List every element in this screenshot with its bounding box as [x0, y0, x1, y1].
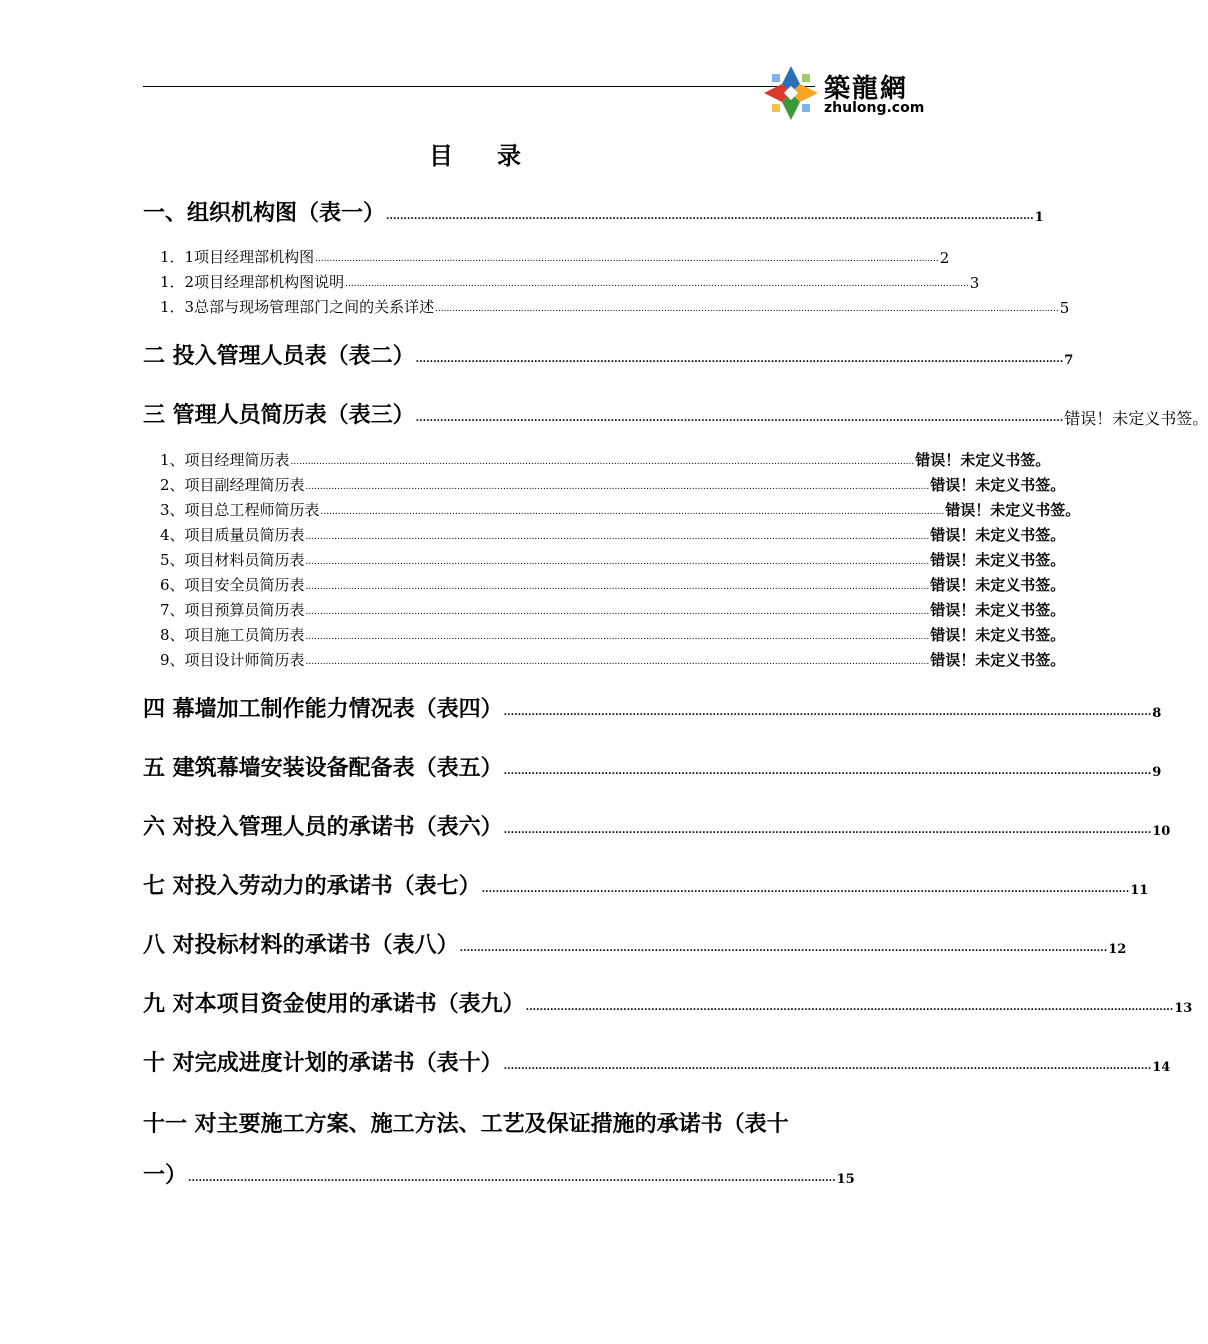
toc-entry-page: 10 — [1152, 824, 1171, 839]
toc-entry-continuation[interactable] — [143, 1158, 855, 1189]
toc-entry-label: 1．3总部与现场管理部门之间的关系详述 — [160, 298, 435, 316]
toc-entry-page: 错误！未定义书签。 — [930, 576, 1066, 594]
toc-leader-dots: .......................................................................................................................................................................................................................... — [305, 557, 930, 567]
toc-entry-page: 错误！未定义书签。 — [945, 501, 1081, 519]
toc-entry-label: 五 建筑幕墙安装设备配备表（表五） — [143, 755, 503, 781]
toc-entry-page: 12 — [1108, 942, 1127, 957]
toc-leader-dots: .......................................................................................................................................................................................... — [459, 943, 1108, 954]
toc-subentry[interactable] — [160, 649, 1066, 670]
toc-entry-label: 一、组织机构图（表一） — [143, 200, 386, 226]
toc-entry-page: 9 — [1152, 765, 1162, 780]
toc-leader-dots: .......................................................................................................................................................................................... — [415, 354, 1064, 365]
toc-leader-dots: .......................................................................................................................................................................................... — [503, 707, 1152, 718]
toc-subentry[interactable] — [160, 296, 1070, 317]
toc-entry[interactable] — [143, 398, 1208, 429]
toc-leader-dots: .......................................................................................................................................................................................................................... — [435, 304, 1059, 314]
toc-entry-page: 1 — [1034, 210, 1044, 225]
toc-entry[interactable] — [143, 928, 1127, 959]
toc-entry-label: 十一 对主要施工方案、施工方法、工艺及保证措施的承诺书（表十 — [143, 1111, 789, 1137]
toc-entry-label: 1、项目经理简历表 — [160, 451, 290, 469]
toc-entry-page: 错误！未定义书签。 — [915, 451, 1051, 469]
toc-entry-label: 一） — [143, 1162, 188, 1188]
toc-leader-dots: .......................................................................................................................................................................................................................... — [320, 507, 945, 517]
toc-subentry[interactable] — [160, 549, 1066, 570]
toc-entry[interactable] — [143, 810, 1171, 841]
toc-entry-label: 六 对投入管理人员的承诺书（表六） — [143, 814, 503, 840]
toc-entry[interactable] — [143, 692, 1162, 723]
toc-leader-dots: .......................................................................................................................................................................................................................... — [305, 582, 930, 592]
toc-entry-page: 错误！未定义书签。 — [930, 601, 1066, 619]
toc-entry-page: 错误！未定义书签。 — [930, 551, 1066, 569]
toc-entry[interactable] — [143, 869, 1149, 900]
header-rule — [143, 86, 815, 87]
toc-entry-label: 三 管理人员简历表（表三） — [143, 402, 415, 428]
toc-leader-dots: .......................................................................................................................................................................................... — [503, 766, 1152, 777]
toc-entry[interactable] — [143, 339, 1074, 370]
toc-leader-dots: .......................................................................................................................................................................................................................... — [290, 457, 915, 467]
toc-entry[interactable] — [143, 987, 1193, 1018]
toc-leader-dots: .......................................................................................................................................................................................... — [525, 1002, 1174, 1013]
toc-leader-dots: .......................................................................................................................................................................................................................... — [305, 482, 930, 492]
toc-entry-page: 11 — [1130, 883, 1149, 898]
toc-entry-label: 7、项目预算员简历表 — [160, 601, 305, 619]
toc-entry-page: 8 — [1152, 706, 1162, 721]
toc-leader-dots: .......................................................................................................................................................................................................................... — [315, 254, 939, 264]
toc-entry-page: 2 — [939, 249, 950, 267]
toc-entry-label: 9、项目设计师简历表 — [160, 651, 305, 669]
logo-chinese-name: 築龍網 — [824, 74, 909, 104]
toc-subentry[interactable] — [160, 574, 1066, 595]
toc-title: 目录 — [429, 141, 565, 170]
toc-entry-page: 5 — [1059, 299, 1070, 317]
toc-subentry[interactable] — [160, 624, 1066, 645]
toc-leader-dots: .......................................................................................................................................................................................................................... — [345, 279, 969, 289]
toc-entry-page: 7 — [1064, 353, 1074, 368]
toc-leader-dots: .......................................................................................................................................................................................... — [188, 1173, 836, 1184]
toc-entry-page: 错误！未定义书签。 — [930, 626, 1066, 644]
toc-entry[interactable] — [143, 196, 1044, 227]
toc-entry-page: 错误！未定义书签。 — [1064, 409, 1208, 428]
toc-entry-page: 13 — [1174, 1001, 1193, 1016]
toc-entry-label: 2、项目副经理简历表 — [160, 476, 305, 494]
toc-entry-page: 14 — [1152, 1060, 1171, 1075]
toc-entry-label: 5、项目材料员简历表 — [160, 551, 305, 569]
toc-subentry[interactable] — [160, 599, 1066, 620]
toc-entry-label: 1．2项目经理部机构图说明 — [160, 273, 345, 291]
toc-entry-page: 错误！未定义书签。 — [930, 526, 1066, 544]
toc-entry-label: 1．1项目经理部机构图 — [160, 248, 315, 266]
toc-entry-label: 3、项目总工程师简历表 — [160, 501, 320, 519]
toc-leader-dots: .......................................................................................................................................................................................................................... — [305, 657, 930, 667]
toc-subentry[interactable] — [160, 474, 1066, 495]
toc-entry[interactable] — [143, 751, 1162, 782]
toc-entry-page: 错误！未定义书签。 — [930, 651, 1066, 669]
toc-leader-dots: .......................................................................................................................................................................................... — [503, 1061, 1152, 1072]
toc-subentry[interactable] — [160, 524, 1066, 545]
logo-domain: zhulong.com — [824, 100, 925, 116]
toc-entry-label: 七 对投入劳动力的承诺书（表七） — [143, 873, 481, 899]
toc-subentry[interactable] — [160, 246, 950, 267]
toc-entry-page: 3 — [969, 274, 980, 292]
toc-entry-page: 错误！未定义书签。 — [930, 476, 1066, 494]
zhulong-logo — [762, 64, 925, 124]
toc-entry[interactable] — [143, 1107, 819, 1138]
toc-leader-dots: .......................................................................................................................................................................................................................... — [305, 532, 930, 542]
toc-entry-label: 8、项目施工员简历表 — [160, 626, 305, 644]
toc-entry-label: 6、项目安全员简历表 — [160, 576, 305, 594]
toc-leader-dots: .......................................................................................................................................................................................................................... — [305, 632, 930, 642]
toc-entry-label: 4、项目质量员简历表 — [160, 526, 305, 544]
toc-entry-label: 八 对投标材料的承诺书（表八） — [143, 932, 459, 958]
toc-leader-dots: .......................................................................................................................................................................................... — [415, 413, 1064, 424]
toc-subentry[interactable] — [160, 449, 1051, 470]
toc-leader-dots: .......................................................................................................................................................................................... — [481, 884, 1130, 895]
toc-leader-dots: .......................................................................................................................................................................................................................... — [305, 607, 930, 617]
toc-entry-label: 四 幕墙加工制作能力情况表（表四） — [143, 696, 503, 722]
toc-entry-label: 十 对完成进度计划的承诺书（表十） — [143, 1050, 503, 1076]
toc-subentry[interactable] — [160, 499, 1081, 520]
logo-mark-icon — [762, 64, 820, 122]
toc-entry-label: 二 投入管理人员表（表二） — [143, 343, 415, 369]
toc-entry-label: 九 对本项目资金使用的承诺书（表九） — [143, 991, 525, 1017]
toc-leader-dots: .......................................................................................................................................................................................... — [386, 211, 1034, 222]
toc-leader-dots: .......................................................................................................................................................................................... — [503, 825, 1152, 836]
toc-subentry[interactable] — [160, 271, 980, 292]
toc-entry[interactable] — [143, 1046, 1171, 1077]
toc-entry-page: 15 — [836, 1172, 855, 1187]
